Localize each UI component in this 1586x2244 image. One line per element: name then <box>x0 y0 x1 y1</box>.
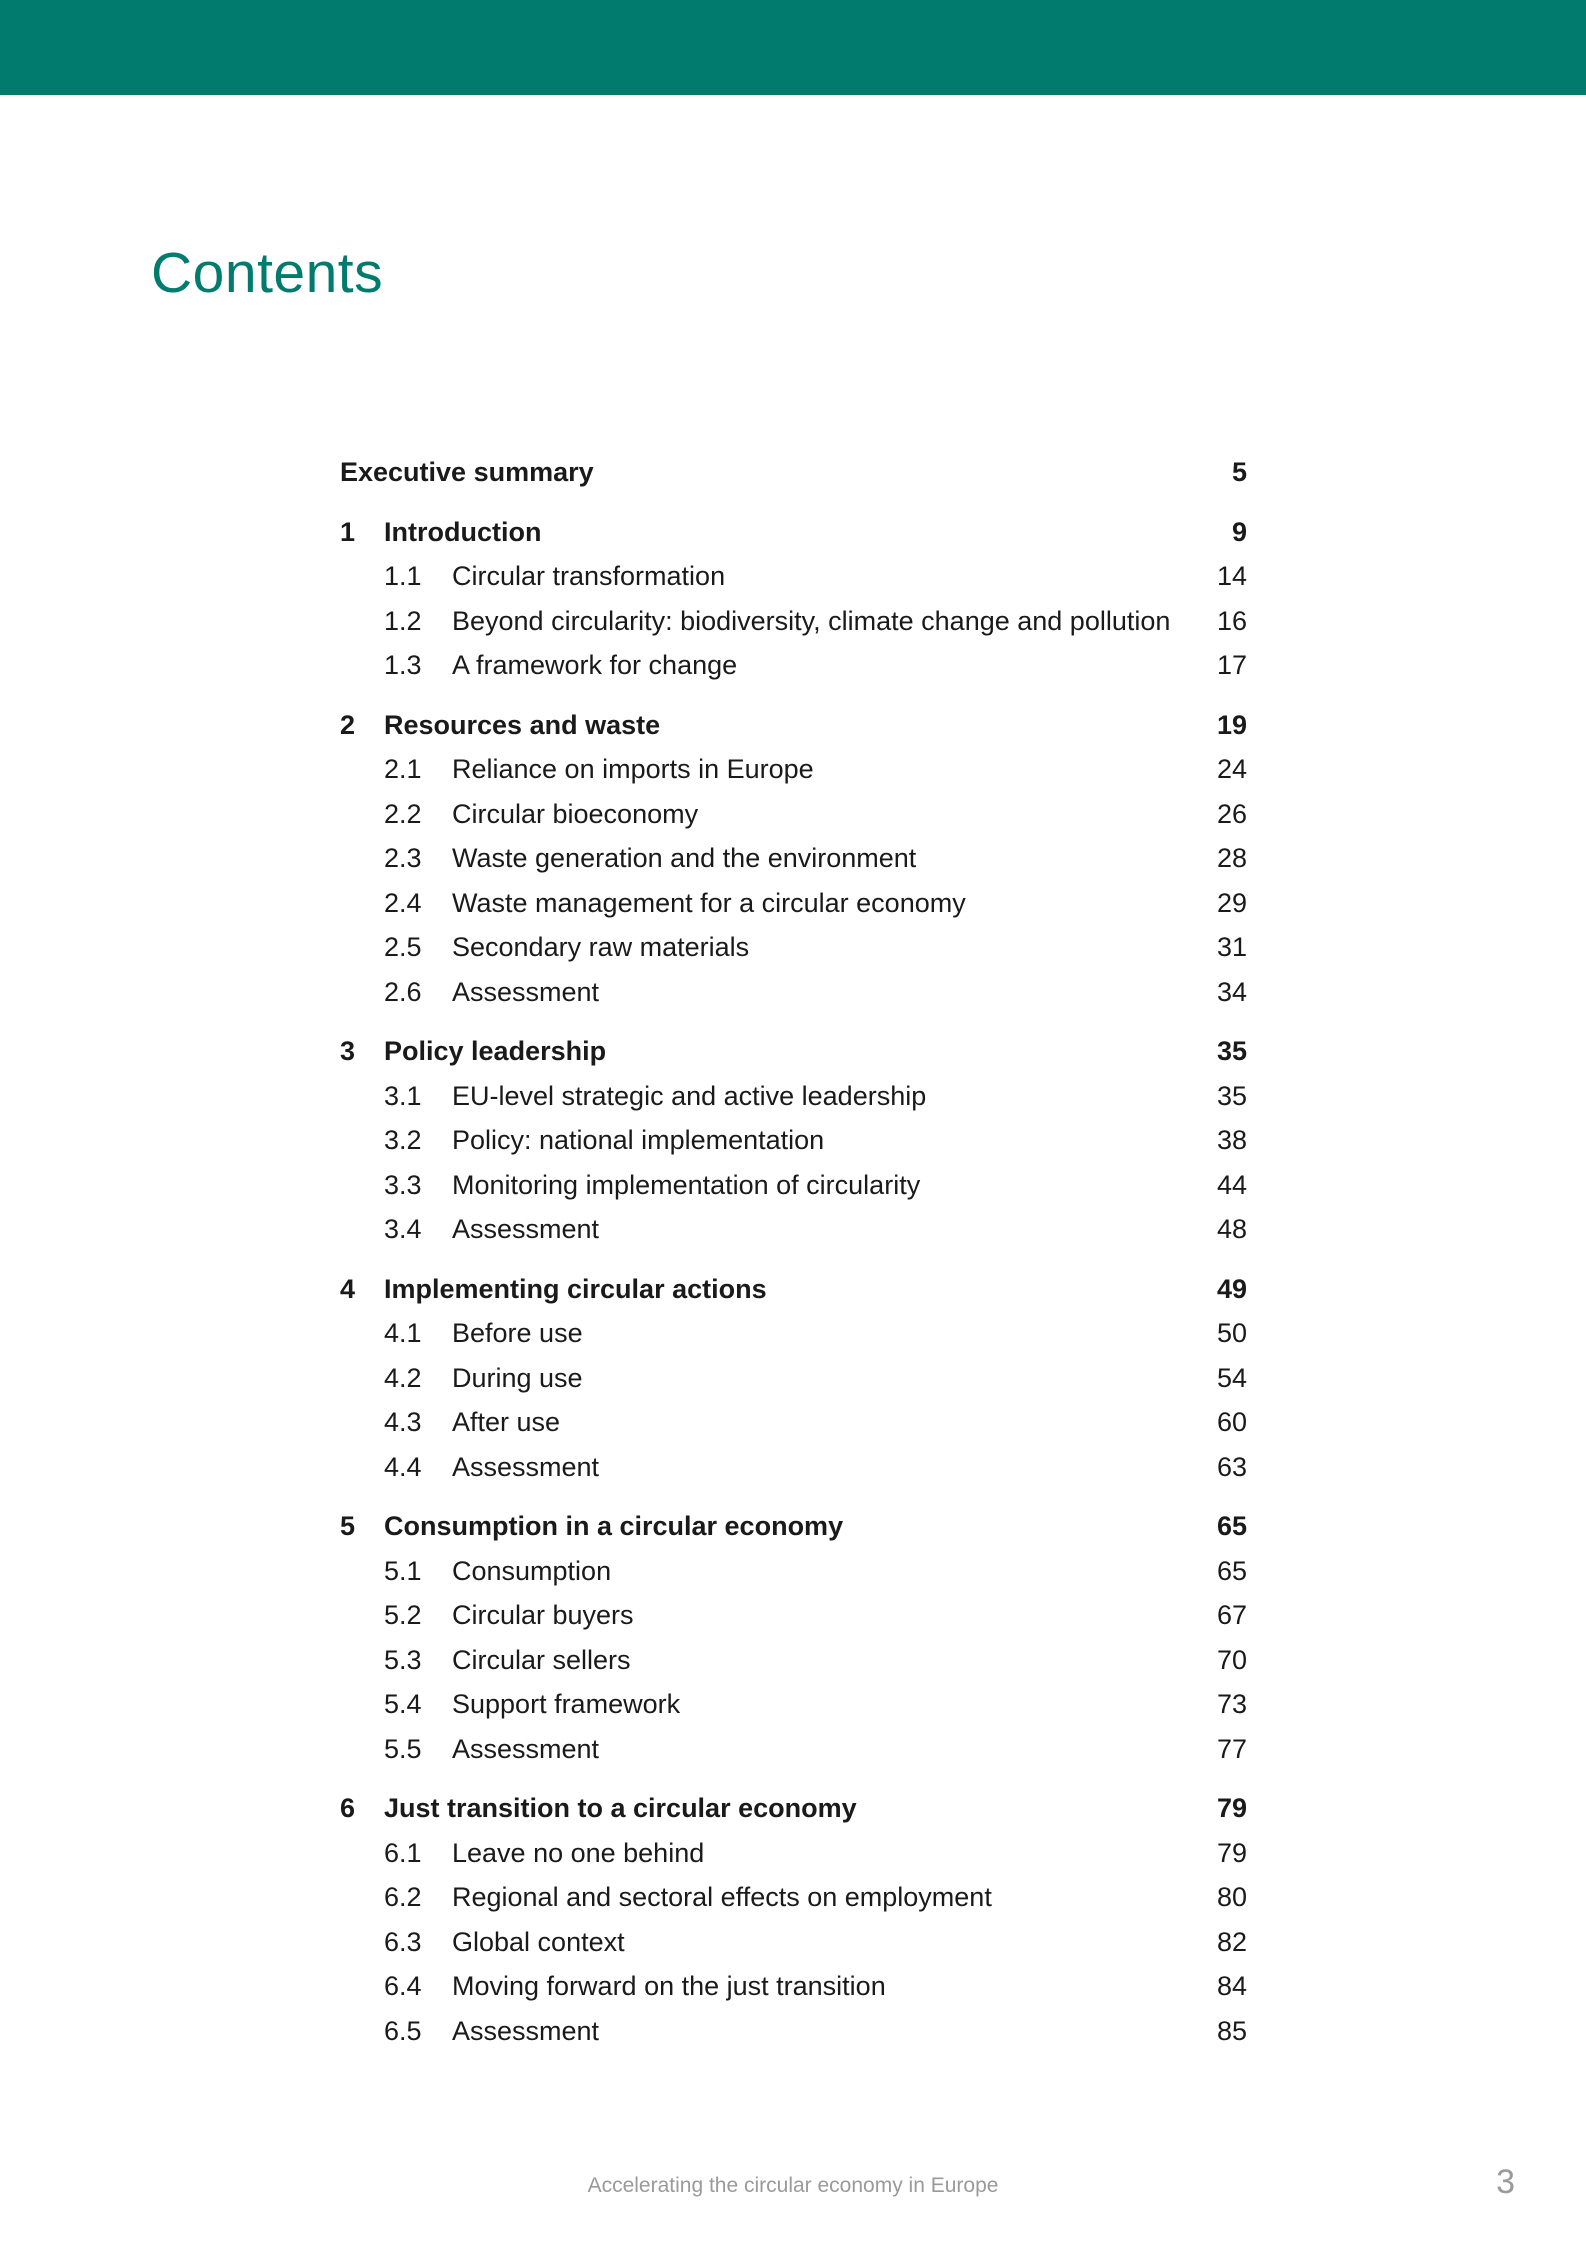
toc-section-number: 1.3 <box>384 650 422 680</box>
toc-section-1-2[interactable] <box>340 599 1247 644</box>
toc-section-page: 85 <box>1216 2015 1247 2046</box>
toc-chapter-number: 3 <box>340 1036 356 1066</box>
toc-section-label: After use <box>452 1407 561 1437</box>
toc-chapter-label: Just transition to a circular economy <box>384 1793 857 1823</box>
toc-chapter-5[interactable] <box>340 1504 1247 1549</box>
footer-title: Accelerating the circular economy in Europe <box>587 2174 999 2197</box>
page-number: 3 <box>1496 2163 1515 2201</box>
toc-section-6-3[interactable] <box>340 1920 1247 1965</box>
toc-section-label: Moving forward on the just transition <box>452 1971 886 2001</box>
toc-section-2-2[interactable] <box>340 792 1247 837</box>
toc-section-label: Reliance on imports in Europe <box>452 754 814 784</box>
toc-chapter-1[interactable] <box>340 510 1247 555</box>
toc-section-number: 3.4 <box>384 1214 422 1244</box>
toc-section-5-5[interactable] <box>340 1727 1247 1772</box>
toc-section-number: 4.1 <box>384 1318 422 1348</box>
toc-section-label: Assessment <box>452 1733 600 1764</box>
toc-section-number: 5.3 <box>384 1644 422 1675</box>
toc-section-page: 82 <box>1216 1926 1247 1957</box>
toc-section-1-1[interactable] <box>340 554 1247 599</box>
toc-section-page: 48 <box>1216 1214 1247 1244</box>
toc-chapter-page: 35 <box>1216 1036 1247 1066</box>
toc-chapter-page: 9 <box>1231 516 1247 547</box>
toc-entry-executive-summary[interactable] <box>340 450 1247 495</box>
toc-section-label: Leave no one behind <box>452 1837 705 1868</box>
toc-section-label: Beyond circularity: biodiversity, climate change and pollution <box>452 605 1171 636</box>
toc-section-2-1[interactable] <box>340 747 1247 792</box>
toc-section-label: Consumption <box>452 1555 612 1586</box>
toc-section-page: 17 <box>1216 650 1247 680</box>
toc-section-number: 4.3 <box>384 1407 422 1437</box>
toc-section-4-1[interactable] <box>340 1311 1247 1356</box>
toc-section-page: 24 <box>1216 754 1247 784</box>
toc-section-number: 2.5 <box>384 932 422 962</box>
toc-section-label: Assessment <box>452 1214 600 1244</box>
toc-section-6-5[interactable] <box>340 2009 1247 2054</box>
toc-section-number: 5.2 <box>384 1600 422 1630</box>
toc-chapter-label: Introduction <box>384 516 542 547</box>
toc-section-number: 4.2 <box>384 1362 422 1393</box>
toc-section-page: 70 <box>1216 1644 1247 1675</box>
toc-section-page: 14 <box>1216 561 1247 591</box>
toc-chapter-4[interactable] <box>340 1267 1247 1312</box>
toc-chapter-number: 4 <box>340 1273 356 1304</box>
toc-section-page: 38 <box>1216 1125 1247 1155</box>
toc-section-3-4[interactable] <box>340 1207 1247 1252</box>
toc-section-number: 6.3 <box>384 1926 422 1957</box>
toc-section-number: 6.5 <box>384 2015 422 2046</box>
toc-section-6-1[interactable] <box>340 1831 1247 1876</box>
toc-section-3-2[interactable] <box>340 1118 1247 1163</box>
toc-section-number: 3.1 <box>384 1080 422 1111</box>
toc-chapter-page: 19 <box>1216 709 1247 740</box>
toc-section-number: 6.4 <box>384 1971 422 2001</box>
toc-chapter-3[interactable] <box>340 1029 1247 1074</box>
toc-chapter-page: 49 <box>1216 1273 1247 1304</box>
toc-section-6-2[interactable] <box>340 1875 1247 1920</box>
toc-section-3-1[interactable] <box>340 1074 1247 1119</box>
toc-section-label: EU-level strategic and active leadership <box>452 1080 927 1111</box>
toc-section-number: 6.1 <box>384 1837 422 1868</box>
toc-section-number: 6.2 <box>384 1882 422 1912</box>
toc-section-label: During use <box>452 1362 583 1393</box>
toc-chapter-label: Resources and waste <box>384 709 661 740</box>
table-of-contents <box>340 450 1247 2053</box>
toc-section-number: 2.2 <box>384 798 422 829</box>
toc-section-label: Waste management for a circular economy <box>452 887 966 918</box>
toc-section-6-4[interactable] <box>340 1964 1247 2009</box>
toc-section-label: Circular buyers <box>452 1600 634 1630</box>
toc-section-page: 67 <box>1216 1600 1247 1630</box>
toc-section-label: Circular transformation <box>452 561 726 591</box>
toc-section-page: 63 <box>1216 1451 1247 1482</box>
toc-section-number: 2.4 <box>384 887 422 918</box>
toc-section-page: 35 <box>1216 1080 1247 1111</box>
toc-section-label: Before use <box>452 1318 583 1348</box>
toc-section-4-2[interactable] <box>340 1356 1247 1401</box>
toc-section-label: A framework for change <box>452 650 738 680</box>
toc-section-page: 26 <box>1216 798 1247 829</box>
toc-section-2-3[interactable] <box>340 836 1247 881</box>
toc-section-page: 29 <box>1216 887 1247 918</box>
toc-section-label: Circular bioeconomy <box>452 798 699 829</box>
header-bar <box>0 0 1586 95</box>
toc-section-page: 28 <box>1216 843 1247 873</box>
toc-section-page: 31 <box>1216 932 1247 962</box>
toc-section-page: 65 <box>1216 1555 1247 1586</box>
toc-section-5-3[interactable] <box>340 1638 1247 1683</box>
toc-section-5-2[interactable] <box>340 1593 1247 1638</box>
toc-section-number: 2.1 <box>384 754 422 784</box>
toc-section-label: Secondary raw materials <box>452 932 750 962</box>
toc-section-label: Waste generation and the environment <box>452 843 917 873</box>
toc-section-4-3[interactable] <box>340 1400 1247 1445</box>
toc-section-label: Support framework <box>452 1689 681 1719</box>
toc-section-page: 50 <box>1216 1318 1247 1348</box>
toc-entry-page: 5 <box>1231 457 1247 487</box>
toc-section-label: Global context <box>452 1926 625 1957</box>
toc-section-number: 5.1 <box>384 1555 422 1586</box>
toc-section-label: Policy: national implementation <box>452 1125 825 1155</box>
toc-chapter-page: 65 <box>1216 1511 1247 1541</box>
toc-section-number: 5.5 <box>384 1733 422 1764</box>
toc-chapter-number: 6 <box>340 1793 356 1823</box>
toc-section-label: Circular sellers <box>452 1644 631 1675</box>
toc-chapter-number: 2 <box>340 709 356 740</box>
toc-section-1-3[interactable] <box>340 643 1247 688</box>
toc-chapter-label: Consumption in a circular economy <box>384 1511 844 1541</box>
toc-section-number: 5.4 <box>384 1689 422 1719</box>
toc-section-number: 2.3 <box>384 843 422 873</box>
toc-section-page: 84 <box>1216 1971 1247 2001</box>
toc-section-3-3[interactable] <box>340 1163 1247 1208</box>
toc-chapter-6[interactable] <box>340 1786 1247 1831</box>
toc-section-page: 79 <box>1216 1837 1247 1868</box>
toc-section-number: 1.2 <box>384 605 422 636</box>
toc-entry-label: Executive summary <box>340 457 594 487</box>
toc-section-4-4[interactable] <box>340 1445 1247 1490</box>
toc-section-number: 3.3 <box>384 1169 422 1200</box>
toc-chapter-2[interactable] <box>340 703 1247 748</box>
toc-section-label: Monitoring implementation of circularity <box>452 1169 921 1200</box>
page-title: Contents <box>151 241 384 305</box>
toc-section-label: Regional and sectoral effects on employment <box>452 1882 992 1912</box>
toc-section-page: 16 <box>1216 605 1247 636</box>
toc-section-2-6[interactable] <box>340 970 1247 1015</box>
toc-section-page: 77 <box>1216 1733 1247 1764</box>
toc-section-label: Assessment <box>452 976 600 1007</box>
toc-section-page: 73 <box>1216 1689 1247 1719</box>
toc-section-label: Assessment <box>452 1451 600 1482</box>
toc-section-page: 44 <box>1216 1169 1247 1200</box>
toc-section-page: 54 <box>1216 1362 1247 1393</box>
toc-section-5-4[interactable] <box>340 1682 1247 1727</box>
toc-section-number: 3.2 <box>384 1125 422 1155</box>
toc-section-2-5[interactable] <box>340 925 1247 970</box>
toc-chapter-label: Policy leadership <box>384 1036 607 1066</box>
toc-chapter-page: 79 <box>1216 1793 1247 1823</box>
toc-section-5-1[interactable] <box>340 1549 1247 1594</box>
toc-section-number: 1.1 <box>384 561 422 591</box>
toc-section-page: 34 <box>1216 976 1247 1007</box>
toc-section-number: 2.6 <box>384 976 422 1007</box>
toc-section-number: 4.4 <box>384 1451 422 1482</box>
toc-chapter-number: 5 <box>340 1511 356 1541</box>
toc-section-page: 60 <box>1216 1407 1247 1437</box>
toc-section-page: 80 <box>1216 1882 1247 1912</box>
toc-chapter-number: 1 <box>340 516 356 547</box>
toc-chapter-label: Implementing circular actions <box>384 1273 767 1304</box>
toc-section-label: Assessment <box>452 2015 600 2046</box>
toc-section-2-4[interactable] <box>340 881 1247 926</box>
